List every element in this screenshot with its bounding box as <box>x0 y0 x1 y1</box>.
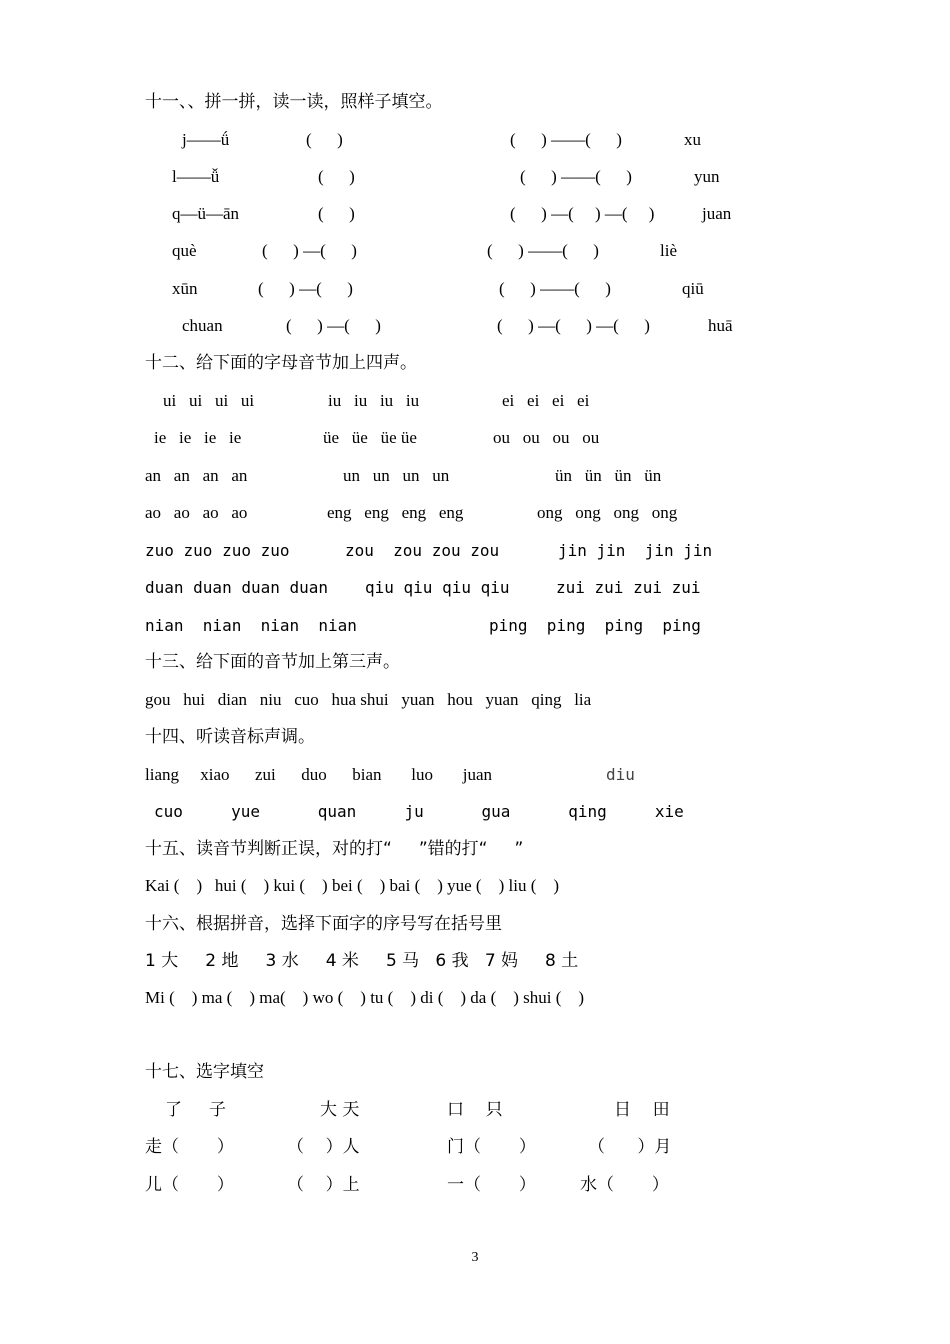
s12-group: zui zui zui zui <box>556 578 701 597</box>
s11-syllable: xu <box>684 130 701 149</box>
s12-group: ong ong ong ong <box>537 503 678 522</box>
s12-row-5 <box>0 538 950 564</box>
s16-pinyin-line <box>0 985 950 1011</box>
s11-blank: ( ) <box>318 167 355 186</box>
s12-group: ie ie ie ie <box>154 428 242 447</box>
s11-example: què <box>172 241 197 260</box>
s17-option-group: 口 只 <box>447 1100 503 1120</box>
s11-example: q—ü—ān <box>172 204 240 223</box>
s14-syllables: cuo yue quan ju gua qing xie <box>154 802 684 821</box>
s11-split-blanks: ( ) —( ) —( ) <box>497 316 650 335</box>
s15-judge-line <box>0 873 950 899</box>
section-14-heading-line <box>0 724 950 750</box>
s17-blank: 一（ ） <box>447 1175 536 1195</box>
s12-group: duan duan duan duan <box>145 578 329 597</box>
s13-syllables: gou hui dian niu cuo hua shui yuan hou yuan qing lia <box>145 690 592 709</box>
s11-row-1 <box>0 127 950 153</box>
s12-row-2 <box>0 425 950 451</box>
s12-row-4 <box>0 500 950 526</box>
section-16-heading-line <box>0 911 950 937</box>
s12-group: üe üe üe üe <box>323 428 417 447</box>
s12-row-3 <box>0 463 950 489</box>
s17-option-group: 大 天 <box>320 1100 360 1120</box>
s11-example: j——ǘ <box>182 130 230 149</box>
s17-blank: （ ）月 <box>588 1137 672 1157</box>
s12-group: zuo zuo zuo zuo <box>145 541 290 560</box>
s11-example: xūn <box>172 279 198 298</box>
s12-group: ou ou ou ou <box>493 428 600 447</box>
s11-row-4 <box>0 238 950 264</box>
s17-options-line <box>0 1097 950 1123</box>
s11-row-5 <box>0 276 950 302</box>
s17-blank: 门（ ） <box>447 1137 536 1157</box>
s11-split-blanks: ( ) —( ) —( ) <box>510 204 655 223</box>
s11-split-blanks: ( ) ——( ) <box>520 167 632 186</box>
s12-group: qiu qiu qiu qiu <box>365 578 510 597</box>
s17-blank: 水（ ） <box>580 1175 669 1195</box>
s11-blank: ( ) <box>318 204 355 223</box>
section-17-heading: 十七、选字填空 <box>145 1062 264 1082</box>
s17-blank: （ ）人 <box>287 1137 360 1157</box>
s11-blank: ( ) —( ) <box>258 279 353 298</box>
s17-option-group: 日 田 <box>614 1100 670 1120</box>
s11-blank: ( ) —( ) <box>286 316 381 335</box>
section-14-heading: 十四、听读音标声调。 <box>145 727 315 747</box>
s11-syllable: liè <box>660 241 677 260</box>
s11-row-6 <box>0 313 950 339</box>
s12-group: iu iu iu iu <box>328 391 420 410</box>
s17-blank: 儿（ ） <box>145 1175 234 1195</box>
s13-syllables-line <box>0 687 950 713</box>
s14-syllables: liang xiao zui duo bian luo juan <box>145 765 493 784</box>
s11-blank: ( ) <box>306 130 343 149</box>
s11-row-3 <box>0 201 950 227</box>
s17-row-1 <box>0 1134 950 1160</box>
s12-row-1 <box>0 388 950 414</box>
section-13-heading: 十三、给下面的音节加上第三声。 <box>145 652 400 672</box>
s11-syllable: juan <box>702 204 732 223</box>
s17-blank: （ ）上 <box>287 1175 360 1195</box>
s12-row-6 <box>0 575 950 601</box>
s12-row-7 <box>0 613 950 639</box>
s14-line-2 <box>0 799 950 825</box>
s11-row-2 <box>0 164 950 190</box>
s12-group: ün ün ün ün <box>555 466 662 485</box>
section-12-heading-line <box>0 350 950 376</box>
s12-group: ui ui ui ui <box>163 391 255 410</box>
s12-group: un un un un <box>343 466 450 485</box>
s15-items: Kai ( ) hui ( ) kui ( ) bei ( ) bai ( ) yue ( ) liu ( ) <box>145 876 560 895</box>
s16-character-options: 1 大 2 地 3 水 4 米 5 马 6 我 7 妈 8 土 <box>145 951 579 971</box>
s12-group: ping ping ping ping <box>489 616 701 635</box>
s12-group: ao ao ao ao <box>145 503 248 522</box>
section-13-heading-line <box>0 649 950 675</box>
s12-group: nian nian nian nian <box>145 616 357 635</box>
s14-syllable-extra: diu <box>606 765 635 784</box>
s11-split-blanks: ( ) ——( ) <box>487 241 599 260</box>
s12-group: eng eng eng eng <box>327 503 464 522</box>
s12-group: jin jin jin jin <box>558 541 713 560</box>
section-17-heading-line <box>0 1059 950 1085</box>
page-number: 3 <box>471 1250 479 1265</box>
s11-example: chuan <box>182 316 223 335</box>
s11-syllable: qiū <box>682 279 704 298</box>
s12-group: zou zou zou zou <box>345 541 500 560</box>
section-15-heading: 十五、读音节判断正误，对的打“ ”错的打“ ” <box>145 839 524 859</box>
s11-syllable: huā <box>708 316 733 335</box>
section-16-heading: 十六、根据拼音，选择下面字的序号写在括号里 <box>145 914 502 934</box>
section-15-heading-line <box>0 836 950 862</box>
section-11-heading-line <box>0 89 950 115</box>
section-11-heading: 十一、、拼一拼，读一读，照样子填空。 <box>145 92 443 112</box>
s17-option-group: 了 子 <box>165 1100 227 1120</box>
s16-items: Mi ( ) ma ( ) ma( ) wo ( ) tu ( ) di ( ) da ( ) shui ( ) <box>145 988 585 1007</box>
s11-split-blanks: ( ) ——( ) <box>499 279 611 298</box>
s11-blank: ( ) —( ) <box>262 241 357 260</box>
s12-group: ei ei ei ei <box>502 391 590 410</box>
s17-blank: 走（ ） <box>145 1137 234 1157</box>
s16-chars-line <box>0 948 950 974</box>
s11-syllable: yun <box>694 167 720 186</box>
s11-split-blanks: ( ) ——( ) <box>510 130 622 149</box>
s11-example: l——ǚ <box>172 167 220 186</box>
section-12-heading: 十二、给下面的字母音节加上四声。 <box>145 353 417 373</box>
s12-group: an an an an <box>145 466 248 485</box>
s14-line-1 <box>0 762 950 788</box>
s17-row-2 <box>0 1172 950 1198</box>
